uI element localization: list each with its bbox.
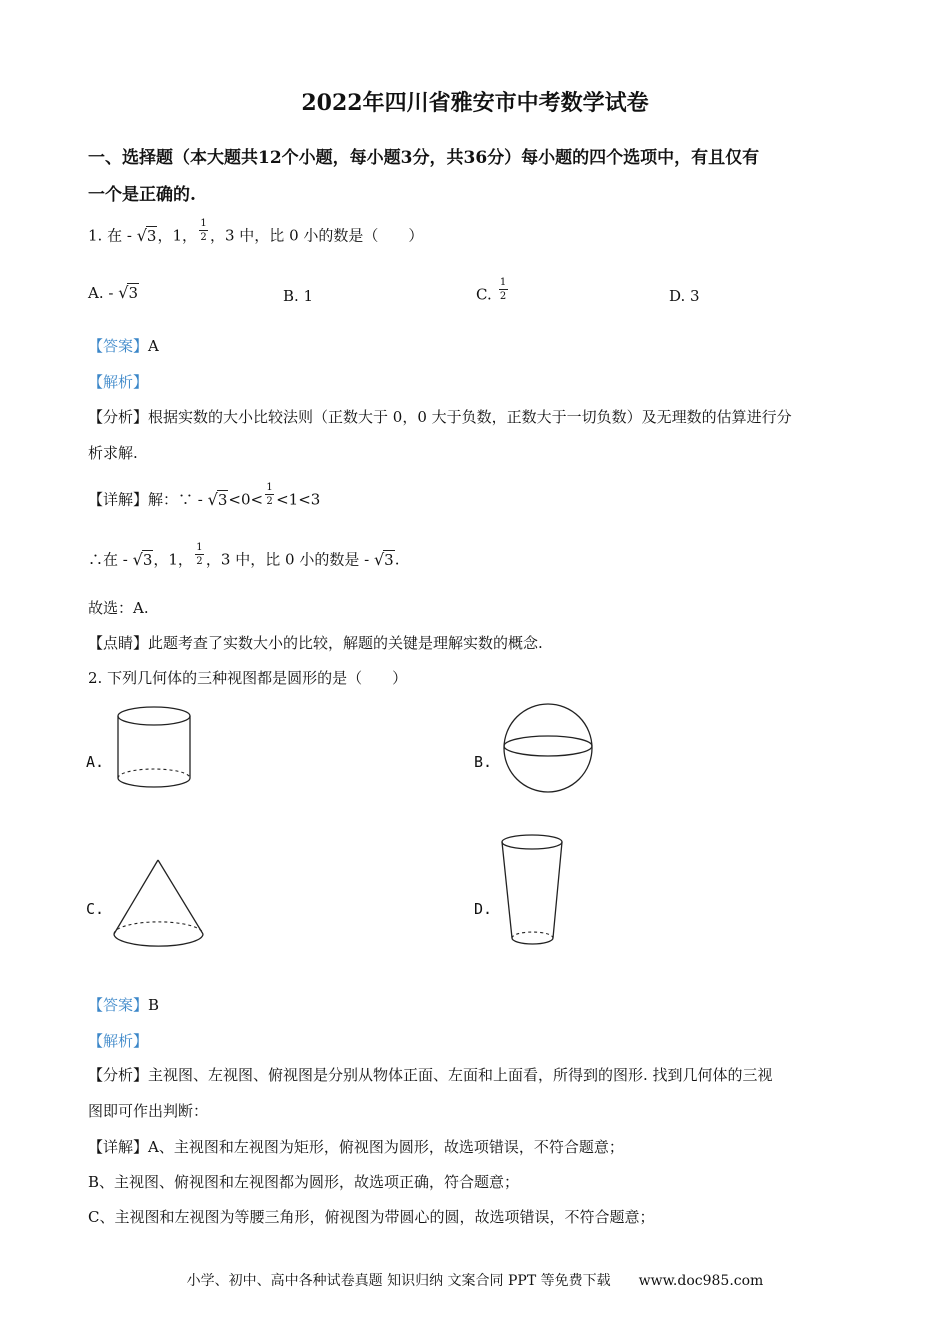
- cone-figure: [110, 856, 210, 954]
- q1-sqrt-arg: 3: [146, 226, 157, 245]
- frac-den: 2: [266, 496, 273, 507]
- q1-suffix: ，3 中，比 0 小的数是（ ）: [210, 226, 424, 245]
- frac-num: 1: [196, 542, 203, 553]
- q2-detail-b: B、主视图、俯视图和左视图都为圆形，故选项正确，符合题意；: [88, 1173, 520, 1191]
- fenxi-tag: 【分析】: [88, 408, 149, 426]
- q1-option-c: [476, 277, 510, 308]
- q2-stem: 2. 下列几何体的三种视图都是圆形的是（ ）: [88, 669, 408, 687]
- q2-option-c-label: C.: [86, 900, 105, 918]
- q2-option-b-label: B.: [474, 753, 493, 771]
- page-footer: 小学、初中、高中各种试卷真题 知识归纳 文案合同 PPT 等免费下载 www.doc985.com: [186, 1273, 764, 1289]
- option-c-fraction: [499, 277, 508, 302]
- q1-fenxi-line1: [88, 406, 792, 427]
- q1-choose: 故选：A.: [88, 599, 149, 617]
- detail-text-a: 解：∵ -: [148, 490, 203, 509]
- q1-comment: [88, 632, 543, 653]
- detail-text-b: <0<: [228, 490, 264, 509]
- q1-option-d: D. 3: [669, 287, 700, 305]
- answer-tag: 【答案】: [88, 337, 149, 355]
- option-a-sign: -: [108, 284, 114, 302]
- comment-text: 此题考查了实数大小的比较，解题的关键是理解实数的概念.: [148, 634, 543, 652]
- detail-text-c: <1<3: [276, 490, 321, 509]
- section-heading-line2: 一个是正确的.: [88, 185, 196, 205]
- answer-value: B: [148, 996, 160, 1014]
- q1-fenxi-line2: 析求解.: [88, 444, 138, 462]
- therefore-text-a: ∴在 -: [88, 550, 128, 569]
- detail-tag: 【详解】: [88, 490, 149, 509]
- therefore-text-d: .: [394, 550, 400, 569]
- q2-detail-a: [88, 1136, 624, 1157]
- option-a-sqrt: √3: [118, 283, 138, 302]
- q2-fenxi-line1: [88, 1064, 773, 1085]
- q1-therefore: [88, 542, 400, 573]
- page-title: 2022年四川省雅安市中考数学试卷: [301, 90, 649, 116]
- q1-stem: [88, 218, 424, 249]
- q1-sqrt: √3: [136, 225, 157, 245]
- detail-sqrt-arg: 3: [217, 490, 228, 509]
- q2-option-d-label: D.: [474, 900, 493, 918]
- q1-option-a: [88, 283, 139, 302]
- q2-detail-c: C、主视图和左视图为等腰三角形，俯视图为带圆心的圆，故选项错误，不符合题意；: [88, 1208, 655, 1226]
- q1-fraction: [199, 218, 208, 243]
- detail-tag: 【详解】: [88, 1138, 149, 1156]
- sphere-figure: [500, 700, 596, 798]
- therefore-sqrt-2: √3: [373, 549, 394, 569]
- fenxi-tag: 【分析】: [88, 1066, 149, 1084]
- q1-option-b: B. 1: [283, 287, 314, 305]
- frac-den: 2: [196, 556, 203, 567]
- frac-num: 1: [200, 218, 207, 229]
- frac-den: 2: [200, 232, 207, 243]
- answer-value: A: [148, 337, 159, 355]
- detail-fraction: [265, 482, 274, 507]
- frac-den: 2: [499, 291, 507, 302]
- option-a-label: A.: [88, 284, 104, 302]
- detail-sqrt: √3: [207, 489, 228, 509]
- q2-fenxi-line2: 图即可作出判断：: [88, 1102, 209, 1120]
- option-a-sqrt-arg: 3: [128, 284, 138, 302]
- therefore-sqrt-arg-2: 3: [384, 550, 394, 569]
- q1-detail: [88, 482, 321, 513]
- therefore-sqrt-arg: 3: [142, 550, 153, 569]
- therefore-text-b: ，1，: [153, 550, 193, 569]
- frac-num: 1: [266, 482, 273, 493]
- therefore-fraction: [195, 542, 204, 567]
- q1-analysis-tag: 【解析】: [88, 373, 149, 391]
- comment-tag: 【点睛】: [88, 634, 149, 652]
- fenxi-text: 主视图、左视图、俯视图是分别从物体正面、左面和上面看，所得到的图形. 找到几何体的三视: [148, 1066, 773, 1084]
- therefore-sqrt-1: √3: [132, 549, 153, 569]
- q2-option-a-label: A.: [86, 753, 105, 771]
- cup-figure: [498, 832, 568, 952]
- q2-answer: [88, 994, 159, 1015]
- answer-tag: 【答案】: [88, 996, 149, 1014]
- q1-mid: ，1，: [157, 226, 197, 245]
- q1-answer: [88, 335, 159, 356]
- fenxi-text: 根据实数的大小比较法则（正数大于 0，0 大于负数，正数大于一切负数）及无理数的估算进行分: [148, 408, 792, 426]
- q2-analysis-tag: 【解析】: [88, 1032, 149, 1050]
- detail-text: A、主视图和左视图为矩形，俯视图为圆形，故选项错误，不符合题意；: [148, 1138, 624, 1156]
- cylinder-figure: [112, 702, 196, 794]
- frac-num: 1: [499, 277, 507, 288]
- q1-prefix: 1. 在 -: [88, 226, 132, 245]
- therefore-text-c: ，3 中，比 0 小的数是 -: [205, 550, 370, 569]
- option-c-label: C.: [476, 285, 492, 304]
- section-heading-line1: 一、选择题（本大题共12个小题，每小题3分，共36分）每小题的四个选项中，有且仅有: [88, 148, 760, 168]
